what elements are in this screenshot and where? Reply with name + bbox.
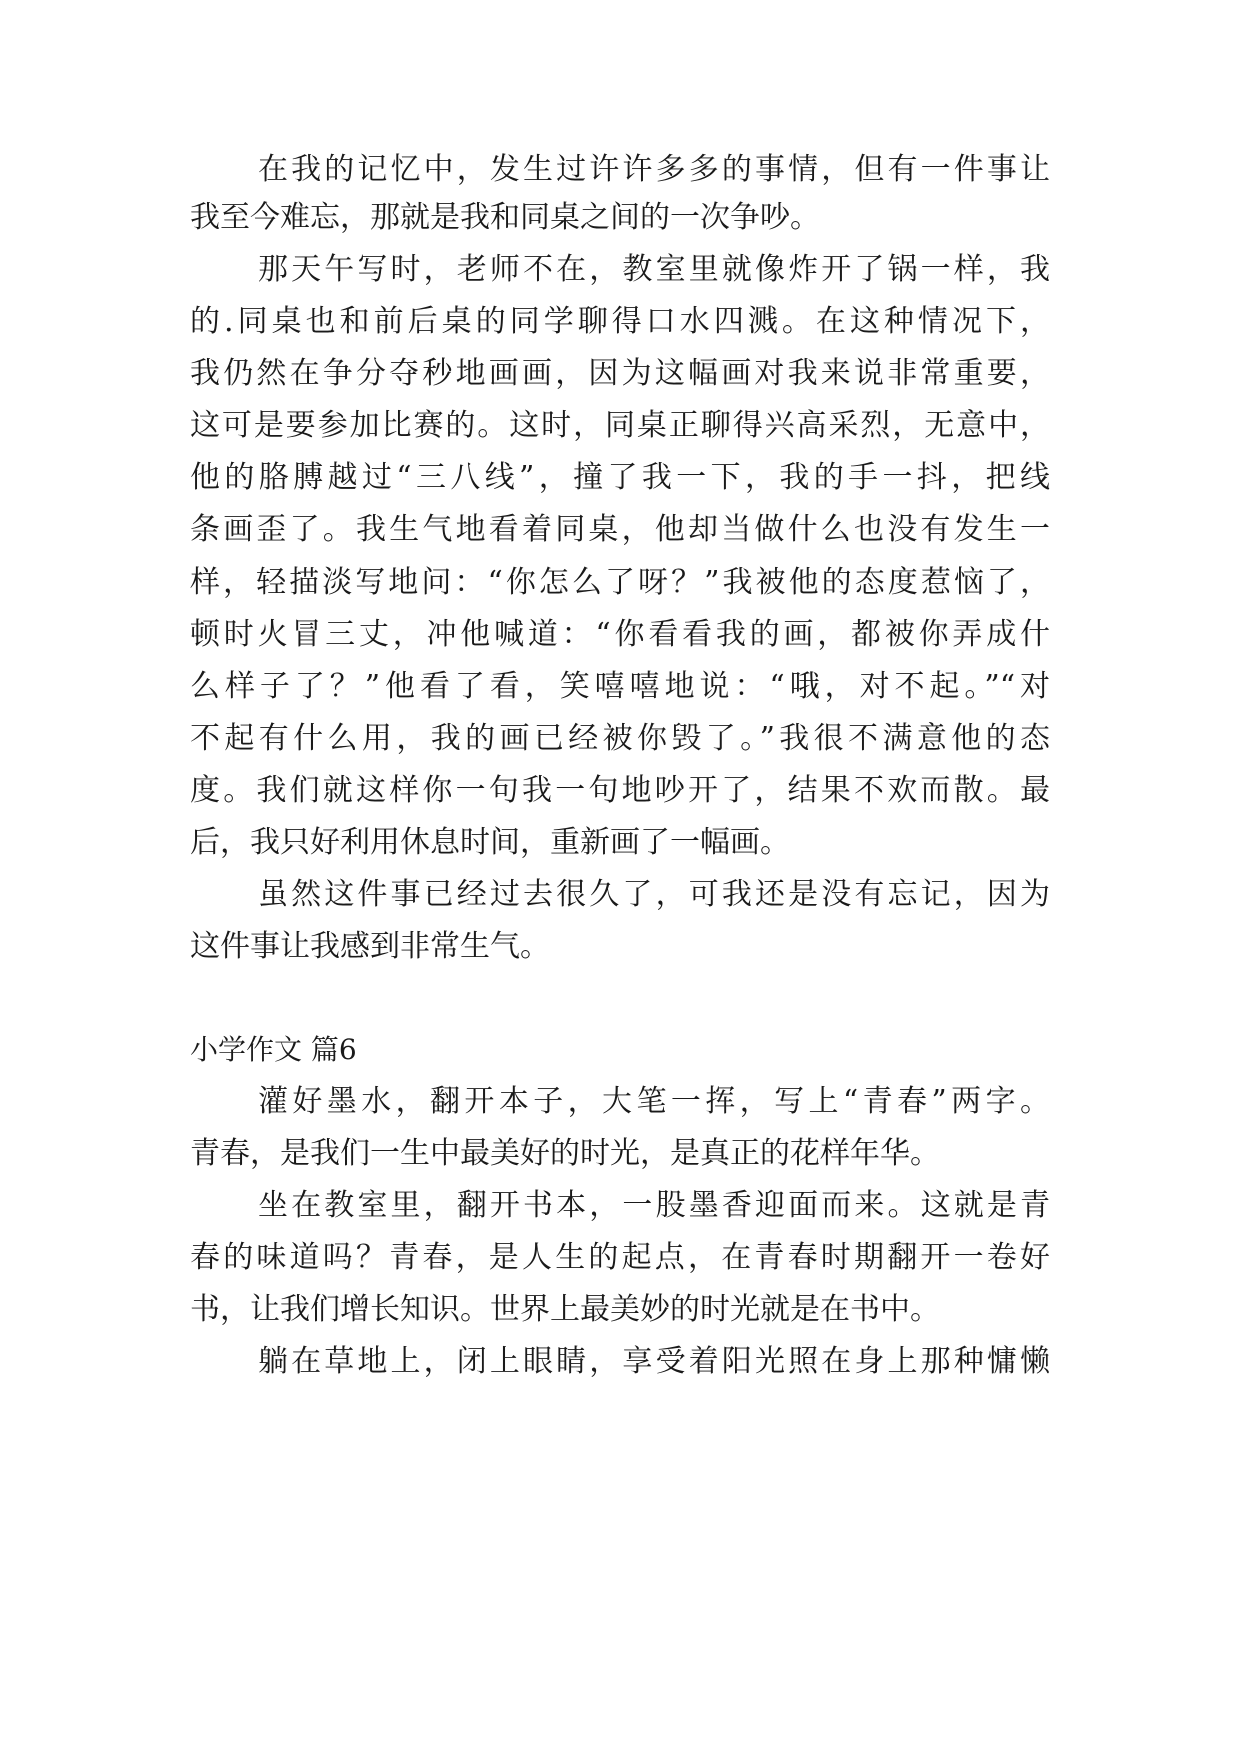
text-line: 这件事让我感到非常生气。	[190, 929, 550, 964]
text-line: 青春，是我们一生中最美好的时光，是真正的花样年华。	[190, 1136, 940, 1171]
text-line: 书，让我们增长知识。世界上最美妙的时光就是在书中。	[190, 1292, 940, 1327]
text-line: 度。我们就这样你一句我一句地吵开了，结果不欢而散。最	[190, 773, 1050, 808]
text-line: 春的味道吗？青春，是人生的起点，在青春时期翻开一卷好	[190, 1240, 1050, 1275]
text-line: 么样子了？”他看了看，笑嘻嘻地说：“哦，对不起。”“对	[190, 669, 1050, 704]
text-line: 在我的记忆中，发生过许许多多的事情，但有一件事让	[258, 152, 1050, 187]
text-line: 条画歪了。我生气地看着同桌，他却当做什么也没有发生一	[190, 512, 1050, 547]
section-heading: 小学作文 篇6	[190, 1033, 357, 1066]
text-line: 不起有什么用，我的画已经被你毁了。”我很不满意他的态	[190, 721, 1050, 756]
text-line: 样，轻描淡写地问：“你怎么了呀？”我被他的态度惹恼了，	[190, 565, 1050, 600]
text-line: 他的胳膊越过“三八线”，撞了我一下，我的手一抖，把线	[190, 460, 1050, 495]
text-line: 后，我只好利用休息时间，重新画了一幅画。	[190, 825, 790, 860]
text-line: 躺在草地上，闭上眼睛，享受着阳光照在身上那种慵懒	[258, 1344, 1050, 1379]
text-line: 我仍然在争分夺秒地画画，因为这幅画对我来说非常重要，	[190, 356, 1050, 391]
text-line: 的.同桌也和前后桌的同学聊得口水四溅。在这种情况下，	[190, 304, 1050, 339]
text-line: 灌好墨水，翻开本子，大笔一挥，写上“青春”两字。	[258, 1084, 1050, 1119]
text-line: 顿时火冒三丈，冲他喊道：“你看看我的画，都被你弄成什	[190, 617, 1050, 652]
text-line: 这可是要参加比赛的。这时，同桌正聊得兴高采烈，无意中，	[190, 408, 1050, 443]
text-line: 那天午写时，老师不在，教室里就像炸开了锅一样，我	[258, 252, 1050, 287]
text-line: 虽然这件事已经过去很久了，可我还是没有忘记，因为	[258, 877, 1050, 912]
text-line: 我至今难忘，那就是我和同桌之间的一次争吵。	[190, 200, 820, 235]
text-line: 坐在教室里，翻开书本，一股墨香迎面而来。这就是青	[258, 1188, 1050, 1223]
